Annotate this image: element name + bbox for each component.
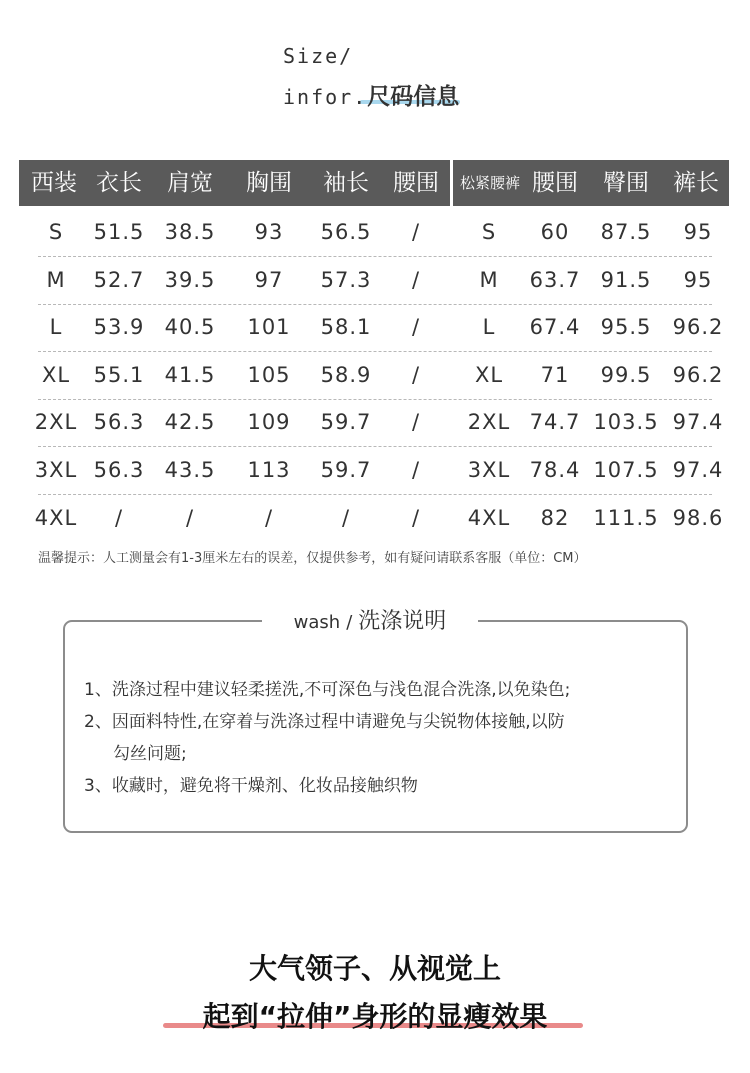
pants-cell: 95 [683,267,713,292]
pants-size-label: L [482,315,496,340]
suit-cell: 53.9 [93,315,145,340]
pants-col-header: 腰围 [532,170,578,196]
pants-cell: 71 [540,362,570,387]
suit-cell: / [185,505,195,530]
suit-cell: 56.3 [93,410,145,435]
suit-cell: 101 [247,315,291,340]
suit-cell: 39.5 [164,267,216,292]
suit-cell: / [411,315,421,340]
suit-cell: 59.7 [320,458,372,482]
pants-col-header: 松紧腰裤 [459,174,520,192]
pants-size-label: XL [474,362,504,387]
suit-size-label: 3XL [34,458,78,482]
suit-col-header: 衣长 [96,170,142,196]
suit-cell: 58.1 [320,315,372,340]
measurement-note: 温馨提示：人工测量会有1-3厘米左右的误差，仅提供参考，如有疑问请联系客服（单位：CM） [38,551,587,566]
suit-size-label: M [46,267,66,292]
suit-cell: / [114,505,124,530]
pants-cell: 111.5 [593,505,659,530]
pants-size-label: 4XL [467,505,511,530]
wash-item-continued: 勾丝问题; [113,744,187,764]
tagline-line1: 大气领子、从视觉上 [248,952,501,985]
suit-col-header: 腰围 [393,170,439,196]
suit-cell: / [411,410,421,435]
pants-cell: 74.7 [529,410,581,435]
pants-cell: 99.5 [600,362,652,387]
suit-cell: 105 [247,362,291,387]
suit-size-label: L [49,315,63,340]
suit-cell: / [411,220,421,244]
suit-col-header: 袖长 [323,170,369,196]
size-title-infor: infor. [283,85,368,109]
pants-size-label: M [479,267,499,292]
pants-cell: 96.2 [672,315,724,340]
suit-cell: / [264,505,274,530]
suit-cell: 97 [254,267,284,292]
suit-cell: / [411,267,421,292]
pants-cell: 87.5 [600,220,652,244]
wash-title-cn: 洗涤说明 [358,609,447,634]
pants-cell: 95 [683,220,713,244]
pants-col-header: 裤长 [673,170,719,196]
pants-size-label: 2XL [467,410,511,435]
suit-cell: 109 [247,410,291,435]
pants-cell: 91.5 [600,267,652,292]
size-title-line2 [283,78,459,111]
size-title-en: Size/ [283,44,354,68]
suit-size-label: 4XL [34,505,78,530]
pants-cell: 97.4 [672,410,724,435]
suit-col-header: 西装 [31,170,77,196]
pants-cell: 95.5 [600,315,652,340]
pants-cell: 97.4 [672,458,724,482]
wash-item: 1、洗涤过程中建议轻柔搓洗,不可深色与浅色混合洗涤,以免染色; [84,680,571,700]
tagline-line2: 起到“拉伸”身形的显瘦效果 [202,1000,548,1033]
suit-cell: 58.9 [320,362,372,387]
size-title-cn: 尺码信息 [367,84,460,110]
suit-cell: 52.7 [93,267,145,292]
pants-cell: 103.5 [593,410,659,435]
wash-item: 3、收藏时，避免将干燥剂、化妆品接触织物 [84,776,418,796]
pants-cell: 60 [540,220,570,244]
suit-cell: / [341,505,351,530]
suit-cell: 93 [254,220,284,244]
wash-title-sep: / [346,612,353,633]
pants-cell: 98.6 [672,505,724,530]
pants-cell: 67.4 [529,315,581,340]
row-divider [38,304,712,305]
suit-cell: 56.3 [93,458,145,482]
row-divider [38,351,712,352]
suit-cell: 43.5 [164,458,216,482]
pants-cell: 63.7 [529,267,581,292]
pants-cell: 78.4 [529,458,581,482]
pants-size-label: S [481,220,497,244]
suit-cell: 38.5 [164,220,216,244]
row-divider [38,494,712,495]
pants-cell: 96.2 [672,362,724,387]
suit-col-header: 胸围 [246,170,292,196]
suit-size-label: S [48,220,64,244]
suit-cell: / [411,362,421,387]
wash-title-en: wash [293,612,341,633]
suit-cell: 113 [247,458,291,482]
row-divider [38,399,712,400]
suit-cell: 59.7 [320,410,372,435]
suit-cell: 51.5 [93,220,145,244]
row-divider [38,446,712,447]
row-divider [38,256,712,257]
wash-title [262,606,478,639]
wash-item: 2、因面料特性,在穿着与洗涤过程中请避免与尖锐物体接触,以防 [84,712,565,732]
suit-col-header: 肩宽 [167,170,213,196]
suit-cell: / [411,505,421,530]
suit-cell: 57.3 [320,267,372,292]
pants-size-label: 3XL [467,458,511,482]
suit-cell: 56.5 [320,220,372,244]
suit-size-label: 2XL [34,410,78,435]
suit-size-label: XL [41,362,71,387]
suit-cell: 40.5 [164,315,216,340]
suit-cell: 41.5 [164,362,216,387]
suit-cell: 42.5 [164,410,216,435]
pants-col-header: 臀围 [603,170,649,196]
suit-cell: / [411,458,421,482]
pants-cell: 82 [540,505,570,530]
suit-cell: 55.1 [93,362,145,387]
pants-cell: 107.5 [593,458,659,482]
